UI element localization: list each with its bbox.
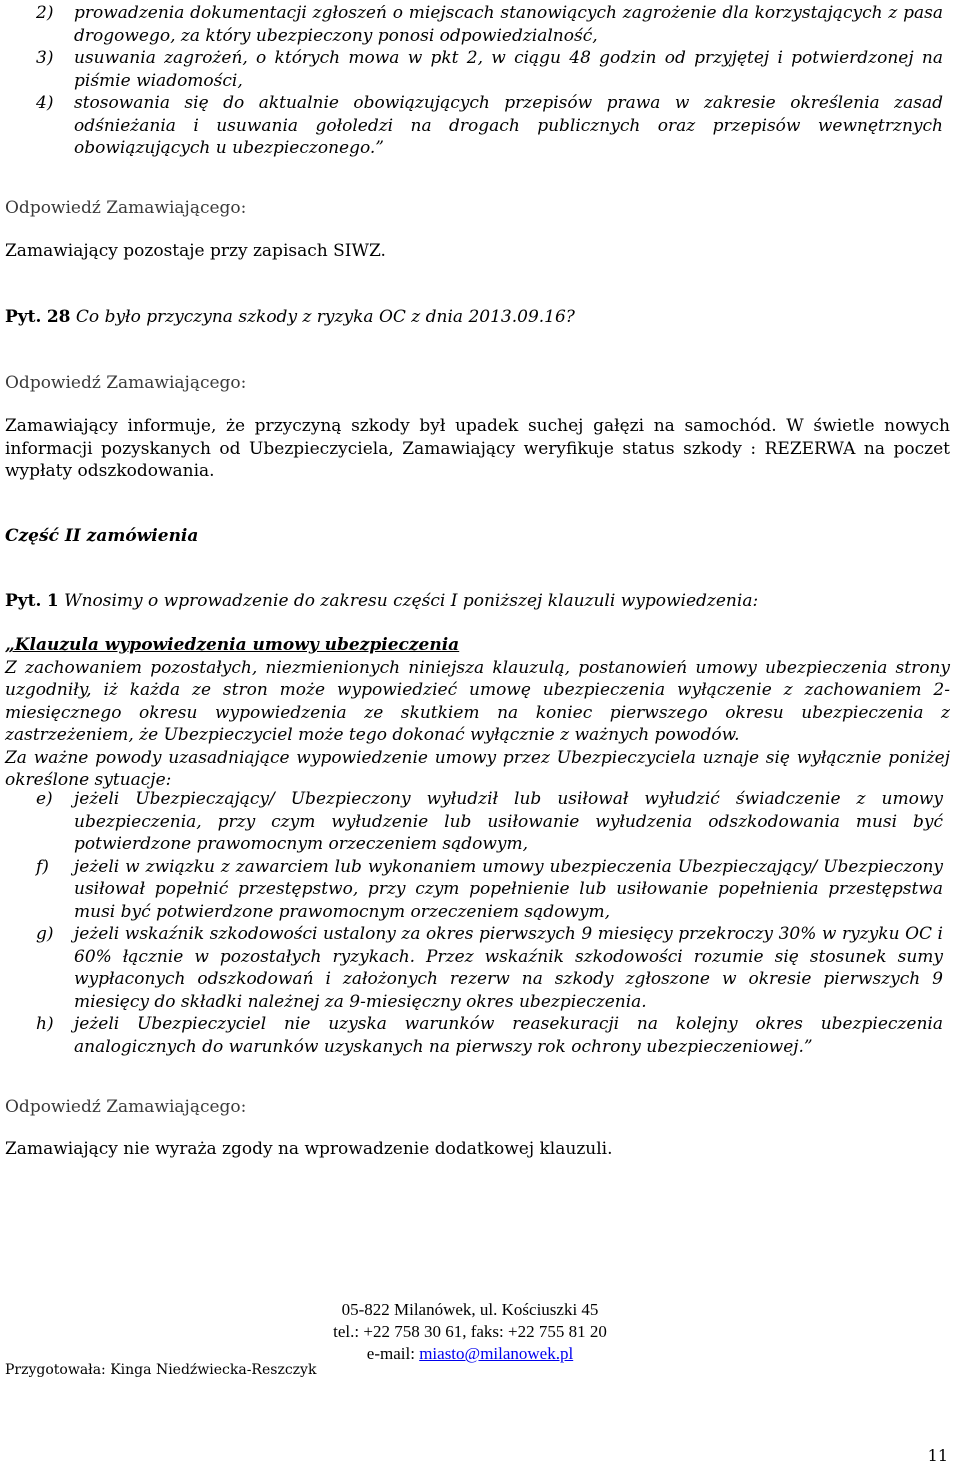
question-1: Pyt. 1 Wnosimy o wprowadzenie do zakresu części I poniższej klauzuli wypowiedzenia: bbox=[5, 591, 759, 611]
answer-label: Odpowiedź Zamawiającego: bbox=[5, 373, 247, 393]
list-item: e) jeżeli Ubezpieczający/ Ubezpieczony wyłudził lub usiłował wyłudzić świadczenie z umowy ubezpieczenia, przy czym wyłudzenie lub usiłowanie wyłudzenia odszkodowania musi być potwierdzone prawomocnym orzeczeniem sądowym, bbox=[36, 789, 943, 854]
list-item: g) jeżeli wskaźnik szkodowości ustalony za okres pierwszych 9 miesięcy przekroczy 30% w ryzyku OC i 60% łącznie w pozostałych ryzykach. Przez wskaźnik szkodowości rozumie się stosunek sumy wypłaconych odszkodowań i założonych rezerw na szkody zgłoszone w okresie pierwszych 9 miesięcy do składki należnej za 9-miesięczny okres ubezpieczenia. bbox=[36, 924, 943, 1012]
answer-label: Odpowiedź Zamawiającego: bbox=[5, 198, 247, 218]
list-item: 2) prowadzenia dokumentacji zgłoszeń o miejscach stanowiących zagrożenie dla korzystających z pasa drogowego, za który ubezpieczony ponosi odpowiedzialność, bbox=[36, 3, 943, 46]
clause-block bbox=[5, 634, 950, 792]
footer-address: 05-822 Milanówek, ul. Kościuszki 45 tel.: +22 758 30 61, faks: +22 755 81 20 e-mail: miasto@milanowek.pl bbox=[333, 1300, 607, 1363]
page-number: 11 bbox=[927, 1446, 948, 1465]
email-link[interactable]: miasto@milanowek.pl bbox=[419, 1344, 574, 1363]
clause-title: „Klauzula wypowiedzenia umowy ubezpieczenia bbox=[5, 635, 460, 655]
answer-text: Zamawiający informuje, że przyczyną szkody był upadek suchej gałęzi na samochód. W świetle nowych informacji pozyskanych od Ubezpieczyciela, Zamawiający weryfikuje status szkody : REZERWA na poczet wypłaty odszkodowania. bbox=[5, 416, 950, 481]
section-title: Część II zamówienia bbox=[5, 526, 199, 546]
list-item: 3) usuwania zagrożeń, o których mowa w pkt 2, w ciągu 48 godzin od przyjętej i potwierdzonej na piśmie wiadomości, bbox=[36, 48, 943, 91]
question-28: Pyt. 28 Co było przyczyna szkody z ryzyka OC z dnia 2013.09.16? bbox=[5, 307, 575, 327]
answer-label: Odpowiedź Zamawiającego: bbox=[5, 1097, 247, 1117]
top-list bbox=[8, 2, 943, 160]
list-item: 4) stosowania się do aktualnie obowiązujących przepisów prawa w zakresie określenia zasad odśnieżania i usuwania gołoledzi na drogach publicznych oraz przepisów wewnętrznych obowiązujących u ubezpieczonego.” bbox=[36, 93, 943, 158]
clause-paragraph: Za ważne powody uzasadniające wypowiedzenie umowy przez Ubezpieczyciela uznaje się wyłącznie poniżej określone sytuacje: bbox=[5, 747, 950, 790]
clause-paragraph: Z zachowaniem pozostałych, niezmienionych niniejsza klauzulą, postanowień umowy ubezpieczenia strony uzgodniły, iż każda ze stron może wypowiedzieć umowę ubezpieczenia wyłączenie z zachowaniem 2-miesięcznego okresu wypowiedzenia ze skutkiem na koniec pierwszego okresu ubezpieczenia z zastrzeżeniem, że Ubezpieczyciel może tego dokonać wyłącznie z ważnych powodów. bbox=[5, 657, 950, 745]
prepared-by: Przygotowała: Kinga Niedźwiecka-Reszczyk bbox=[5, 1362, 317, 1378]
answer-text: Zamawiający nie wyraża zgody na wprowadzenie dodatkowej klauzuli. bbox=[5, 1139, 613, 1159]
answer-text: Zamawiający pozostaje przy zapisach SIWZ. bbox=[5, 241, 386, 261]
list-item: h) jeżeli Ubezpieczyciel nie uzyska warunków reasekuracji na kolejny okres ubezpieczenia analogicznych do warunków uzyskanych na pierwszy rok ochrony ubezpieczeniowej.” bbox=[36, 1014, 943, 1057]
clause-list bbox=[8, 788, 943, 1058]
list-item: f) jeżeli w związku z zawarciem lub wykonaniem umowy ubezpieczenia Ubezpieczający/ Ubezpieczony usiłował popełnić przestępstwo, przy czym popełnienie lub usiłowanie popełnienia przestępstwa musi być potwierdzone prawomocnym orzeczeniem sądowym, bbox=[36, 856, 943, 922]
